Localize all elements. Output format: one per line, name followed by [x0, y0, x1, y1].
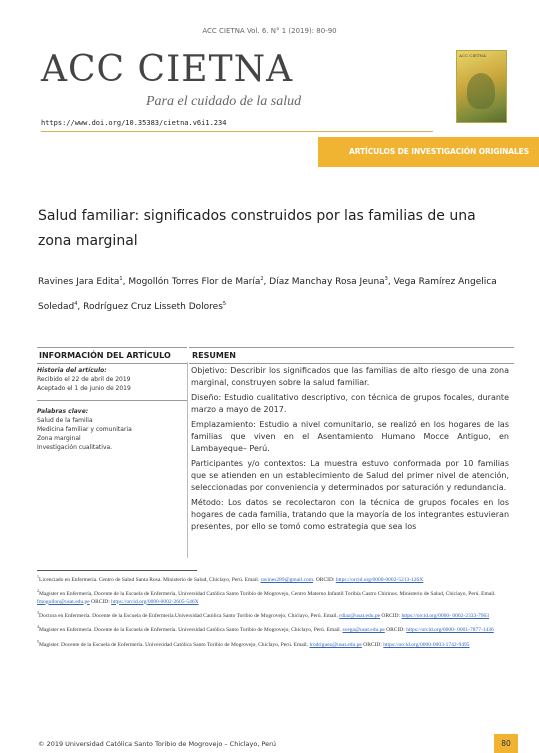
- article-title: [38, 204, 498, 254]
- footnote-rule: [37, 570, 197, 571]
- orcid-link[interactable]: https://orcid.org/0000-0003-1742-9495: [383, 641, 470, 648]
- footnote-5: [37, 638, 509, 649]
- author-affiliation-marker: 2: [260, 276, 264, 282]
- footnote-text: Magister. Docente de la Escuela de Enfermería. Universidad Católica Santo Toribio de Mogrovejo, Chiclayo, Perú. Email.: [39, 641, 309, 648]
- footnote-marker: 4: [37, 624, 39, 630]
- author-affiliation-marker: 1: [119, 276, 123, 282]
- footnote-2: [37, 587, 509, 606]
- abstract-participants: Participantes y/o contextos: La muestra estuvo conformada por 10 familias que se atienden en un establecimiento de Salud del primer nivel de atención, seleccionadas por conveniencia y determinados por saturación y redundancia.: [191, 459, 509, 492]
- doi-link[interactable]: https://www.doi.org/10.35383/cietna.v6i1.234: [41, 119, 227, 127]
- footnote-text: Magister en Enfermería, Docente de la Escuela de Enfermería, Universidad Católica Santo Toribio de Mogrovejo, Centro Materno Infantil Toribia Castro Chirinos. Ministerio de Salud, Chiclayo, Perú. Email.: [39, 591, 496, 598]
- footnote-4: [37, 623, 509, 634]
- abstract-setting: Emplazamiento: Estudio a nivel comunitario, se realizó en los hogares de las familias que viven en el Asentamiento Humano Mocce Antiguo, en Lambayeque– Perú.: [191, 420, 509, 453]
- abstract-method: Método: Los datos se recolectaron con la técnica de grupos focales en los hogares de cada familia, tratando que la mayoría de los integrantes estuvieran presentes, por ello se tomó como estrategia que sea los: [191, 498, 509, 531]
- footnote-text: Licenciado en Enfermería. Centro de Salud Santa Rosa. Ministerio de Salud, Chiclayo, Perú. Email.: [39, 576, 260, 583]
- author-affiliation-marker: 4: [74, 301, 78, 307]
- author-affiliation-marker: 3: [384, 276, 388, 282]
- email-link[interactable]: lrodriguez@usat.edu.pe: [309, 641, 362, 648]
- cover-title: ACC CIETNA: [459, 53, 486, 58]
- keywords-label: Palabras clave:: [37, 408, 89, 415]
- copyright-footer: © 2019 Universidad Católica Santo Toribio de Mogrovejo – Chiclayo, Perú: [38, 740, 276, 748]
- footnote-text: Magister en Enfermería. Docente de la Escuela de Enfermería. Universidad Católica Santo Toribio de Mogrovejo, Chiclayo, Perú. Email.: [39, 627, 342, 634]
- email-link[interactable]: svega@usat.edu.pe: [342, 627, 385, 634]
- author-separator: ,: [77, 302, 84, 312]
- footnote-text: Doctora en Enfermería. Docente de la Escuela de Enfermería.Universidad Católica Santo Toribio de Mogrovejo, Chiclayo, Perú. Email.: [39, 612, 338, 619]
- author-name: Mogollón Torres Flor de María: [128, 277, 261, 287]
- footnote-marker: 5: [37, 638, 39, 644]
- footnote-marker: 3: [37, 610, 39, 616]
- orcid-link[interactable]: https://orcid.org/0000- 0002-2333-7963: [401, 612, 490, 619]
- keyword: Salud de la familia: [37, 417, 93, 424]
- received-date: Recibido el 22 de abril de 2019: [37, 376, 131, 383]
- journal-cover-image: [456, 50, 507, 123]
- column-divider: [187, 362, 188, 558]
- running-head: ACC CIETNA Vol. 6. N° 1 (2019): 80-90: [202, 27, 337, 35]
- orcid-link[interactable]: https://orcid.org/0000-0002-5213-126X: [335, 576, 424, 583]
- orcid-label: . ORCID:: [313, 576, 335, 583]
- article-info-heading: INFORMACIÓN DEL ARTÍCULO: [37, 347, 187, 364]
- author-affiliation-marker: 5: [222, 301, 227, 307]
- author-list: [38, 268, 508, 318]
- title-line-1: Salud familiar: significados construidos por las familias de una: [38, 208, 476, 224]
- keyword: Zona marginal: [37, 435, 81, 442]
- author-name: Díaz Manchay Rosa Jeuna: [269, 277, 385, 287]
- abstract-design: Diseño: Estudio cualitativo descriptivo, con técnica de grupos focales, durante marzo a mayo de 2017.: [191, 393, 509, 414]
- article-history: [37, 366, 185, 393]
- section-banner: ARTÍCULOS DE INVESTIGACIÓN ORIGINALES: [318, 137, 539, 167]
- header-rule: [41, 131, 433, 132]
- orcid-link[interactable]: https://orcid.org/0000- 0001-7877-1436: [406, 627, 494, 634]
- abstract-heading: RESUMEN: [189, 347, 514, 364]
- abstract-body: [191, 365, 509, 557]
- info-divider: [37, 400, 187, 401]
- journal-logo: ACC CIETNA: [41, 49, 294, 90]
- author-name: Rodríguez Cruz Lisseth Dolores: [83, 302, 223, 312]
- orcid-label: ORCID:: [384, 627, 405, 634]
- author-name: Ravines Jara Edita: [38, 277, 120, 287]
- abstract-objective: Objetivo: Describir los significados que las familias de alto riesgo de una zona marginal, construyen sobre la salud familiar.: [191, 366, 509, 387]
- email-link[interactable]: ravines289@gmail.com: [260, 576, 314, 583]
- keyword: Investigación cualitativa.: [37, 444, 113, 451]
- title-line-2: zona marginal: [38, 233, 138, 249]
- author-separator: ,: [263, 277, 270, 287]
- email-link[interactable]: rdiaz@usat.edu.pe: [339, 612, 381, 619]
- cover-tree-illustration: [467, 73, 495, 109]
- footnotes: [37, 573, 509, 652]
- page-number: 80: [494, 734, 518, 753]
- orcid-label: ORCID:: [89, 598, 110, 605]
- keyword: Medicina familiar y comunitaria: [37, 426, 132, 433]
- keywords-block: [37, 407, 185, 452]
- orcid-link[interactable]: https://orcid.org/0000-0002-2605-546X: [111, 598, 199, 605]
- footnote-1: [37, 573, 509, 584]
- footnote-marker: 1: [37, 574, 39, 579]
- email-link[interactable]: fmogollon@usat.edu.pe: [37, 598, 90, 605]
- journal-tagline: Para el cuidado de la salud: [146, 94, 302, 109]
- author-name: Vega Ramírez Angelica Soledad: [38, 277, 497, 312]
- accepted-date: Aceptado el 1 de junio de 2019: [37, 385, 131, 392]
- author-separator: ,: [387, 277, 394, 287]
- orcid-label: ORCID:: [380, 612, 401, 619]
- footnote-marker: 2: [37, 588, 39, 594]
- orcid-label: ORCID:: [361, 641, 382, 648]
- author-separator: ,: [122, 277, 129, 287]
- footnote-3: [37, 609, 509, 620]
- history-label: Historia del artículo:: [37, 367, 107, 374]
